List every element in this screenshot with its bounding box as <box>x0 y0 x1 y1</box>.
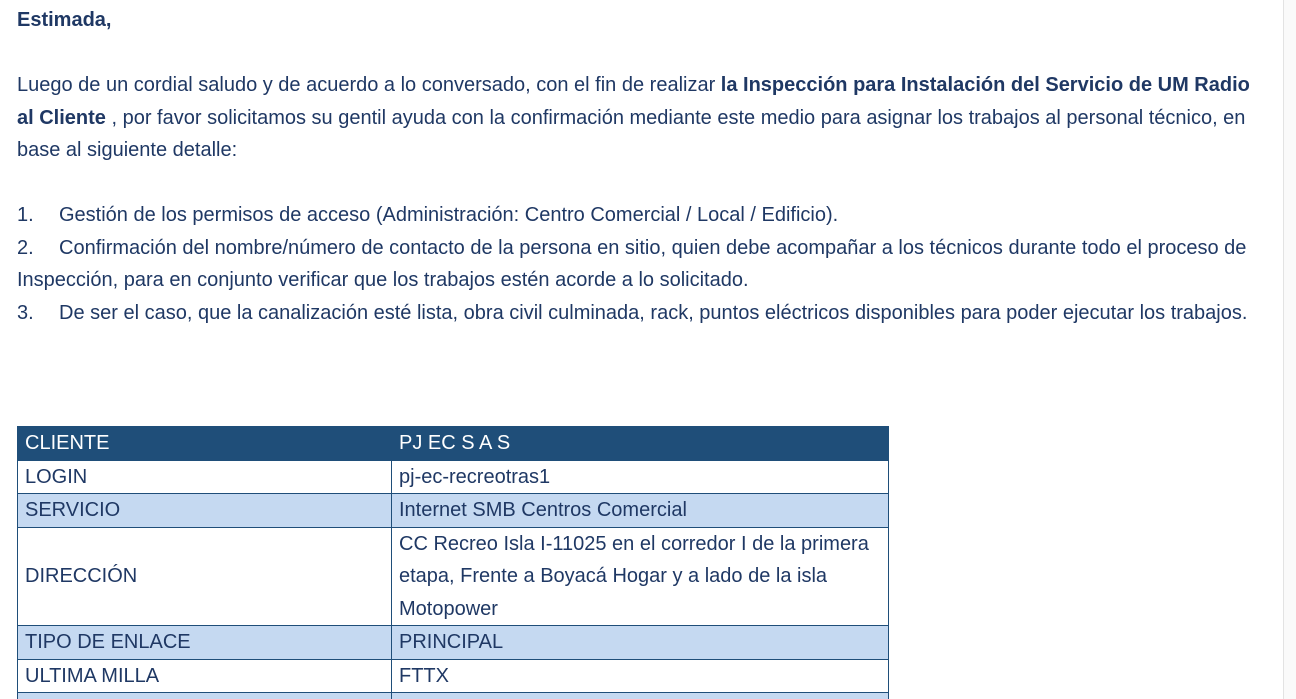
table-cell-value: CC Recreo Isla I-11025 en el corredor I de la primera etapa, Frente a Boyacá Hogar y a lado de la isla Motopower <box>392 527 889 626</box>
table-cell-label: ULTIMA MILLA <box>18 659 392 693</box>
email-greeting: Estimada, <box>17 9 112 31</box>
list-item <box>17 199 1267 232</box>
intro-bold-subject: la Inspección para Instalación del Servicio de UM Radio al Cliente <box>17 74 1250 129</box>
table-row <box>18 626 889 660</box>
list-item-text: Confirmación del nombre/número de contacto de la persona en sitio, quien debe acompañar a los técnicos durante todo el proceso de Inspección, para en conjunto verificar que los trabajos estén acorde a lo solicitado. <box>17 236 1247 291</box>
table-cell-label: SERVICIO <box>18 494 392 528</box>
table-cell-value: pj-ec-recreotras1 <box>392 460 889 494</box>
table-cell-value: FTTX <box>392 659 889 693</box>
list-item-number: 2. <box>17 236 34 259</box>
table-cell-label: DIRECCIÓN <box>18 527 392 626</box>
table-header-label: CLIENTE <box>18 427 392 461</box>
list-item-text: De ser el caso, que la canalización esté lista, obra civil culminada, rack, puntos eléctricos disponibles para poder ejecutar los trabajos. <box>59 301 1248 324</box>
list-item-text: Gestión de los permisos de acceso (Administración: Centro Comercial / Local / Edificio). <box>59 204 839 226</box>
list-item <box>17 232 1267 297</box>
table-cell-value: Internet SMB Centros Comercial <box>392 494 889 528</box>
table-row <box>18 527 889 626</box>
scrollbar-track[interactable] <box>1283 0 1296 699</box>
spacer <box>17 37 1267 70</box>
table-header-row <box>18 427 889 461</box>
intro-text-end: , por favor solicitamos su gentil ayuda con la confirmación mediante este medio para asignar los trabajos al personal técnico, en base al siguiente detalle: <box>17 106 1246 161</box>
service-details-table <box>17 426 889 699</box>
table-cell-label: TIPO DE ENLACE <box>18 626 392 660</box>
table-row <box>18 494 889 528</box>
email-body <box>17 4 1267 329</box>
intro-text-start: Luego de un cordial saludo y de acuerdo a lo conversado, con el fin de realizar <box>17 74 721 96</box>
list-item-number: 1. <box>17 204 34 226</box>
email-intro-paragraph <box>17 69 1267 167</box>
table-row <box>18 460 889 494</box>
list-item-number: 3. <box>17 301 34 324</box>
table-cell-value: PRINCIPAL <box>392 626 889 660</box>
table-cell-label: LOGIN <box>18 460 392 494</box>
list-item <box>17 297 1267 330</box>
spacer <box>17 167 1267 200</box>
table-row-partial <box>18 693 889 699</box>
table-header-value: PJ EC S A S <box>392 427 889 461</box>
table-row <box>18 659 889 693</box>
